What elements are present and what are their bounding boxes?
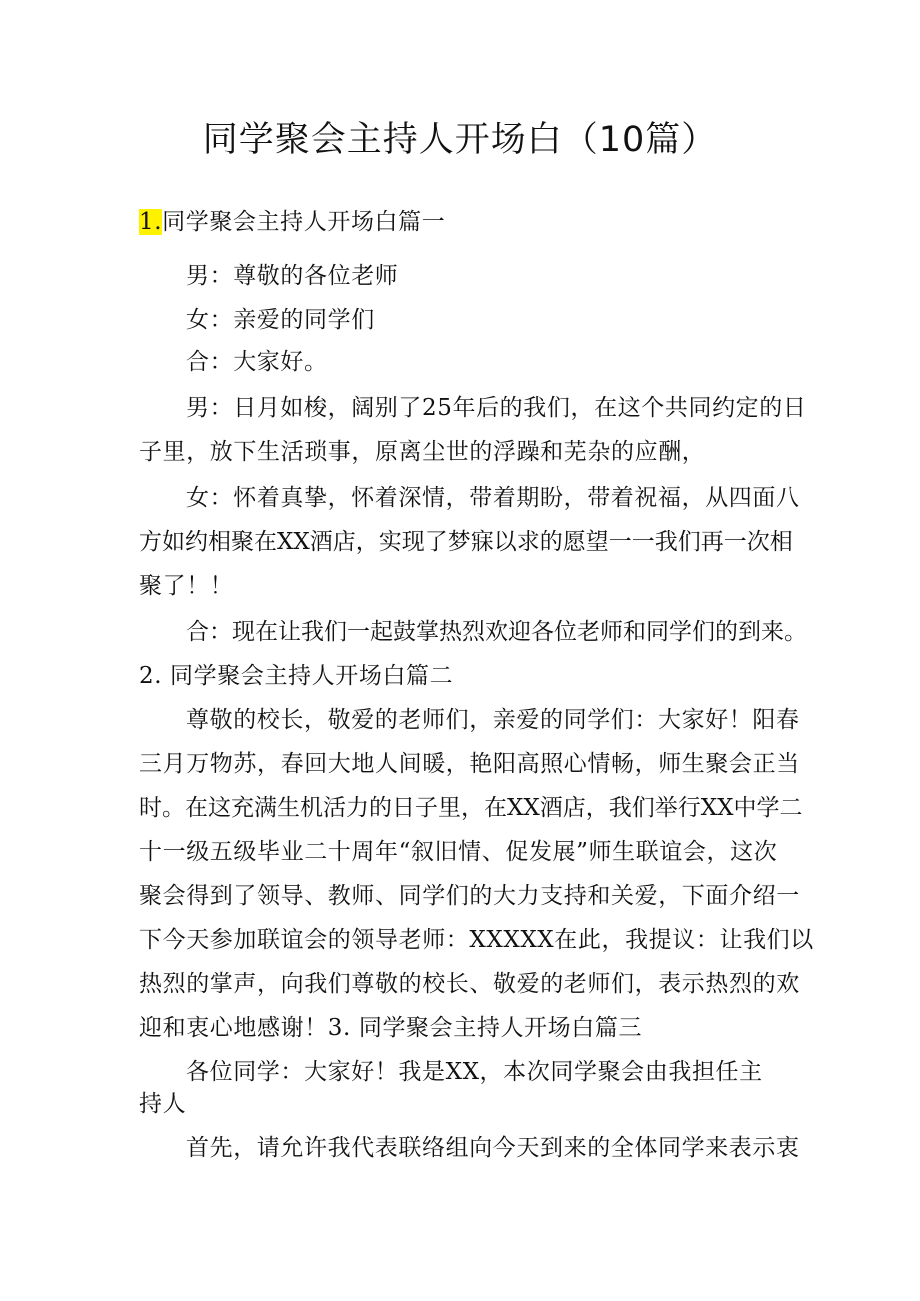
paragraph-line: 女：怀着真挚，怀着深情，带着期盼，带着祝福，从四面八 <box>186 485 800 511</box>
paragraph-line: 女：亲爱的同学们 <box>186 307 375 333</box>
paragraph-line: 持人 <box>139 1091 187 1117</box>
paragraph-line: 男：尊敬的各位老师 <box>186 263 399 289</box>
paragraph-line: 三月万物苏，春回大地人间暖，艳阳高照心情畅，师生聚会正当 <box>139 751 800 777</box>
paragraph-line: 十一级五级毕业二十周年“叙旧情、促发展”师生联谊会，这次 <box>139 839 778 865</box>
paragraph-line: 合：现在让我们一起鼓掌热烈欢迎各位老师和同学们的到来。 <box>186 619 807 645</box>
highlighted-number: 1. <box>139 209 163 235</box>
document-title: 同学聚会主持人开场白（10篇） <box>202 120 718 160</box>
paragraph-line: 热烈的掌声，向我们尊敬的校长、敬爱的老师们，表示热烈的欢 <box>139 971 800 997</box>
paragraph-line: 男：日月如梭，阔别了25年后的我们，在这个共同约定的日 <box>186 395 807 421</box>
paragraph-line: 时。在这充满生机活力的日子里，在XX酒店，我们举行XX中学二 <box>139 795 803 821</box>
paragraph-line: 子里，放下生活琐事，原离尘世的浮躁和芜杂的应酬， <box>139 439 706 465</box>
paragraph-line: 聚了！！ <box>139 573 234 599</box>
section-heading-1 <box>139 200 799 244</box>
paragraph-line: 聚会得到了领导、教师、同学们的大力支持和关爱，下面介绍一 <box>139 883 800 909</box>
paragraph-line: 合：大家好。 <box>186 349 328 375</box>
paragraph-line: 首先，请允许我代表联络组向今天到来的全体同学来表示衷 <box>186 1135 800 1161</box>
paragraph-line: 方如约相聚在XX酒店，实现了梦寐以求的愿望一一我们再一次相 <box>139 529 793 555</box>
paragraph-line: 迎和衷心地感谢！3. 同学聚会主持人开场白篇三 <box>139 1015 643 1041</box>
section-heading-2: 2. 同学聚会主持人开场白篇二 <box>139 663 454 689</box>
paragraph-line: 各位同学：大家好！我是XX，本次同学聚会由我担任主 <box>186 1059 763 1085</box>
paragraph-line: 尊敬的校长，敬爱的老师们，亲爱的同学们：大家好！阳春 <box>186 707 800 733</box>
section-heading-text: 同学聚会主持人开场白篇一 <box>162 209 446 235</box>
paragraph-line: 下今天参加联谊会的领导老师：XXXXX在此，我提议：让我们以 <box>139 927 814 953</box>
